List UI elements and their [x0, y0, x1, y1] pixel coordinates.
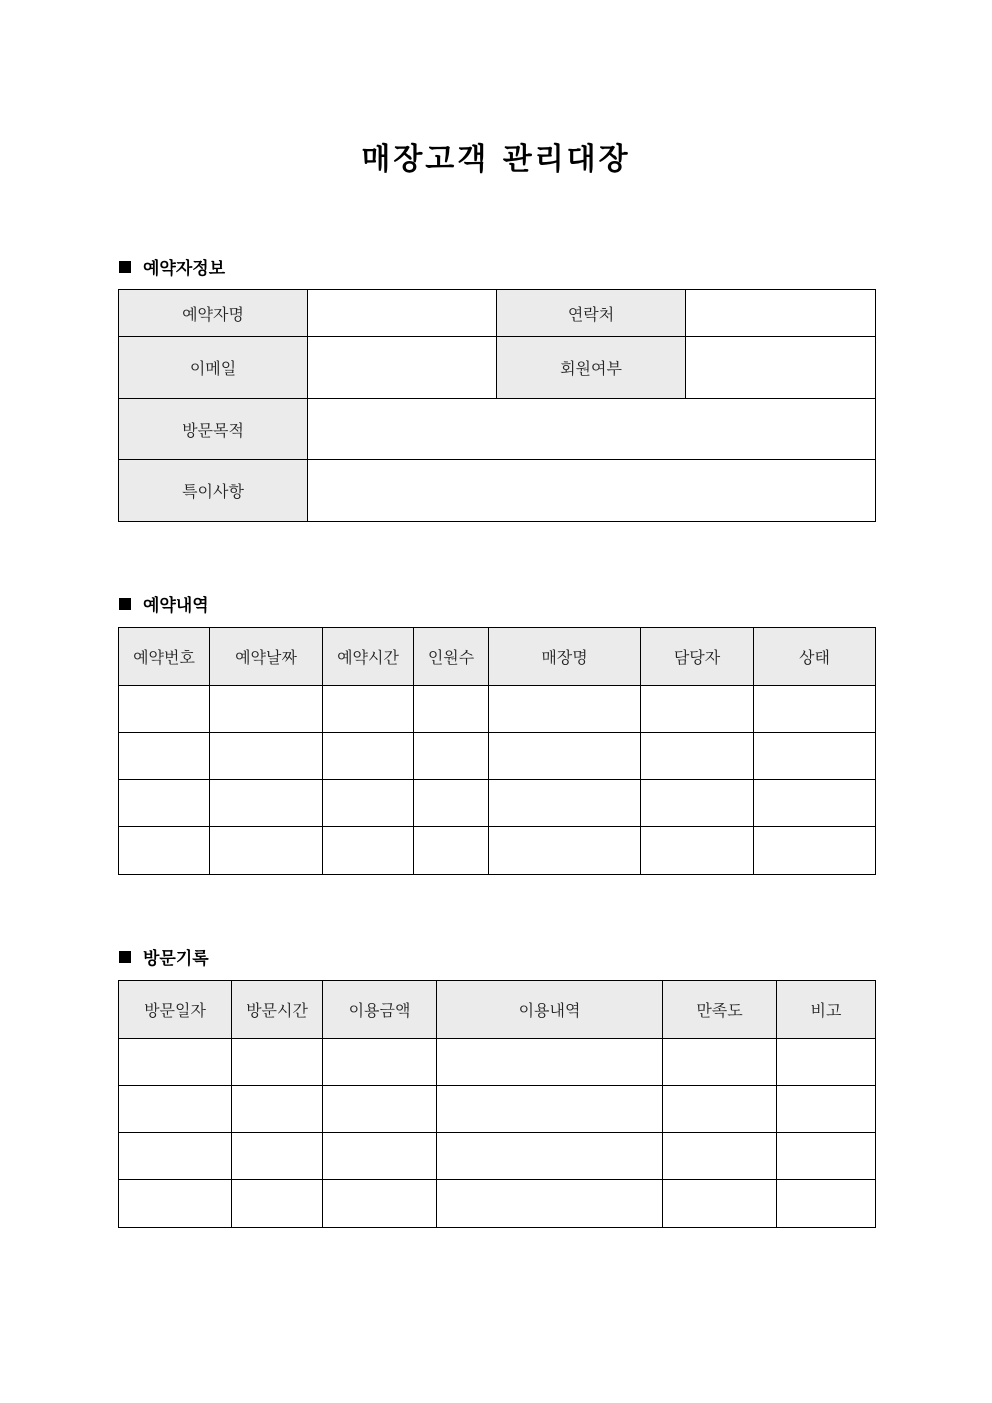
table-row [119, 399, 876, 460]
table-cell[interactable] [641, 780, 754, 827]
table-cell[interactable] [323, 1180, 437, 1228]
table-cell[interactable] [414, 733, 489, 780]
table-row [119, 1086, 876, 1133]
table-cell[interactable] [232, 1180, 323, 1228]
label-email: 이메일 [119, 337, 308, 399]
table-cell[interactable] [663, 1086, 777, 1133]
column-header: 이용내역 [437, 981, 663, 1039]
column-header: 인원수 [414, 628, 489, 686]
table-row [119, 337, 876, 399]
table-cell[interactable] [754, 780, 876, 827]
section-heading-reservations [119, 591, 209, 616]
column-header: 상태 [754, 628, 876, 686]
table-header-row [119, 981, 876, 1039]
section-heading-visits [119, 944, 209, 969]
visit-purpose-field[interactable] [308, 399, 876, 460]
table-cell[interactable] [414, 686, 489, 733]
table-cell[interactable] [777, 1180, 876, 1228]
column-header: 방문일자 [119, 981, 232, 1039]
special-notes-field[interactable] [308, 460, 876, 522]
label-visit-purpose: 방문목적 [119, 399, 308, 460]
section-heading-label: 예약자정보 [143, 259, 226, 279]
table-cell[interactable] [641, 827, 754, 875]
table-cell[interactable] [323, 780, 414, 827]
table-cell[interactable] [663, 1180, 777, 1228]
table-cell[interactable] [754, 733, 876, 780]
column-header: 비고 [777, 981, 876, 1039]
table-row [119, 733, 876, 780]
email-field[interactable] [308, 337, 497, 399]
label-reserver-name: 예약자명 [119, 290, 308, 337]
contact-field[interactable] [686, 290, 876, 337]
column-header: 예약번호 [119, 628, 210, 686]
table-row [119, 686, 876, 733]
reserver-info-table [118, 289, 876, 522]
table-row [119, 1133, 876, 1180]
column-header: 이용금액 [323, 981, 437, 1039]
table-cell[interactable] [754, 686, 876, 733]
column-header: 예약시간 [323, 628, 414, 686]
table-cell[interactable] [119, 827, 210, 875]
table-cell[interactable] [119, 1133, 232, 1180]
page-title: 매장고객 관리대장 [361, 142, 631, 177]
label-membership: 회원여부 [497, 337, 686, 399]
table-cell[interactable] [232, 1133, 323, 1180]
table-cell[interactable] [210, 733, 323, 780]
table-cell[interactable] [232, 1086, 323, 1133]
reservations-table [118, 627, 876, 875]
table-row [119, 827, 876, 875]
table-row [119, 460, 876, 522]
table-cell[interactable] [777, 1039, 876, 1086]
table-cell[interactable] [210, 686, 323, 733]
table-row [119, 290, 876, 337]
table-cell[interactable] [489, 686, 641, 733]
membership-field[interactable] [686, 337, 876, 399]
table-cell[interactable] [323, 1133, 437, 1180]
table-cell[interactable] [323, 1039, 437, 1086]
table-cell[interactable] [437, 1133, 663, 1180]
section-heading-reserver-info [119, 254, 225, 279]
table-row [119, 1039, 876, 1086]
column-header: 담당자 [641, 628, 754, 686]
table-cell[interactable] [489, 827, 641, 875]
label-contact: 연락처 [497, 290, 686, 337]
table-cell[interactable] [489, 780, 641, 827]
table-cell[interactable] [119, 780, 210, 827]
table-cell[interactable] [119, 733, 210, 780]
table-cell[interactable] [777, 1086, 876, 1133]
table-cell[interactable] [323, 827, 414, 875]
reserver-name-field[interactable] [308, 290, 497, 337]
table-cell[interactable] [210, 780, 323, 827]
table-cell[interactable] [754, 827, 876, 875]
table-cell[interactable] [437, 1086, 663, 1133]
section-heading-label: 방문기록 [143, 949, 209, 969]
table-cell[interactable] [437, 1039, 663, 1086]
table-cell[interactable] [323, 1086, 437, 1133]
table-cell[interactable] [232, 1039, 323, 1086]
table-cell[interactable] [323, 733, 414, 780]
table-cell[interactable] [437, 1180, 663, 1228]
column-header: 매장명 [489, 628, 641, 686]
table-cell[interactable] [323, 686, 414, 733]
table-row [119, 1180, 876, 1228]
table-cell[interactable] [663, 1133, 777, 1180]
table-cell[interactable] [663, 1039, 777, 1086]
table-cell[interactable] [119, 686, 210, 733]
section-heading-label: 예약내역 [143, 596, 209, 616]
table-row [119, 780, 876, 827]
table-cell[interactable] [119, 1039, 232, 1086]
table-cell[interactable] [119, 1086, 232, 1133]
table-cell[interactable] [414, 780, 489, 827]
column-header: 만족도 [663, 981, 777, 1039]
column-header: 방문시간 [232, 981, 323, 1039]
table-cell[interactable] [119, 1180, 232, 1228]
table-cell[interactable] [414, 827, 489, 875]
table-cell[interactable] [210, 827, 323, 875]
label-special-notes: 특이사항 [119, 460, 308, 522]
table-cell[interactable] [641, 733, 754, 780]
column-header: 예약날짜 [210, 628, 323, 686]
table-cell[interactable] [489, 733, 641, 780]
table-header-row [119, 628, 876, 686]
square-bullet-icon [119, 598, 131, 610]
square-bullet-icon [119, 951, 131, 963]
table-cell[interactable] [641, 686, 754, 733]
visits-table [118, 980, 876, 1228]
table-cell[interactable] [777, 1133, 876, 1180]
square-bullet-icon [119, 261, 131, 273]
